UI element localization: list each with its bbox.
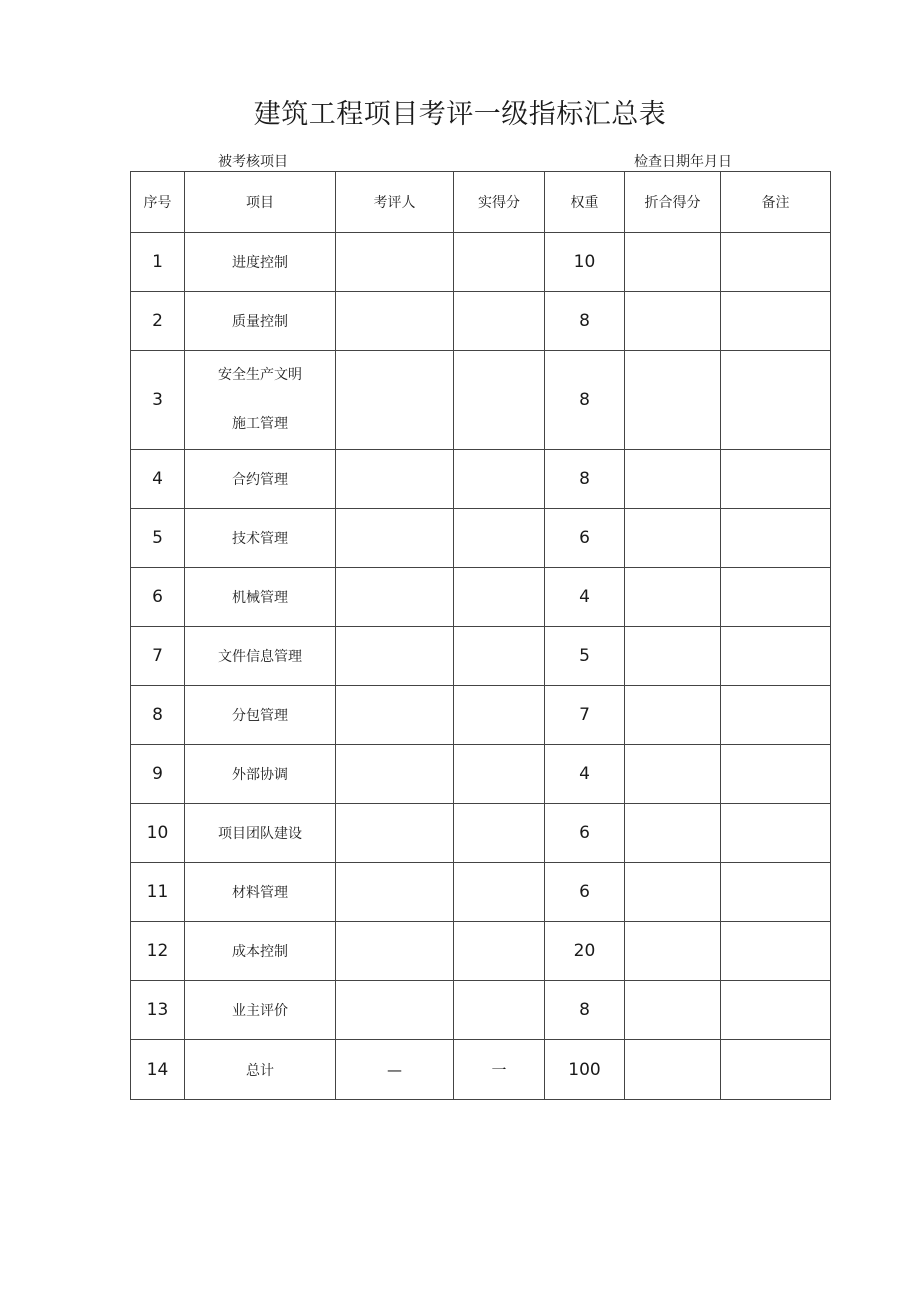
table-header-row bbox=[131, 172, 831, 233]
cell-item: 分包管理 bbox=[185, 686, 336, 745]
cell-reviewer bbox=[336, 981, 454, 1040]
cell-item: 合约管理 bbox=[185, 450, 336, 509]
cell-weight: 6 bbox=[545, 863, 625, 922]
cell-reviewer bbox=[336, 686, 454, 745]
cell-score bbox=[454, 450, 545, 509]
cell-item: 机械管理 bbox=[185, 568, 336, 627]
header-reviewer: 考评人 bbox=[336, 172, 454, 233]
cell-no: 7 bbox=[131, 627, 185, 686]
cell-note bbox=[721, 292, 831, 351]
cell-note bbox=[721, 922, 831, 981]
table-row bbox=[131, 450, 831, 509]
cell-reviewer bbox=[336, 509, 454, 568]
cell-no: 14 bbox=[131, 1040, 185, 1100]
cell-item: 进度控制 bbox=[185, 233, 336, 292]
header-item: 项目 bbox=[185, 172, 336, 233]
cell-weight: 100 bbox=[545, 1040, 625, 1100]
cell-weight: 7 bbox=[545, 686, 625, 745]
cell-reviewer bbox=[336, 292, 454, 351]
cell-item: 材料管理 bbox=[185, 863, 336, 922]
cell-converted bbox=[625, 292, 721, 351]
cell-converted bbox=[625, 233, 721, 292]
cell-converted bbox=[625, 686, 721, 745]
cell-note bbox=[721, 804, 831, 863]
cell-converted bbox=[625, 863, 721, 922]
table-row bbox=[131, 568, 831, 627]
summary-table bbox=[130, 171, 831, 1100]
cell-note bbox=[721, 745, 831, 804]
cell-score bbox=[454, 568, 545, 627]
cell-score bbox=[454, 745, 545, 804]
cell-weight: 8 bbox=[545, 981, 625, 1040]
cell-reviewer bbox=[336, 351, 454, 450]
cell-item-line-2: 施工管理 bbox=[232, 416, 288, 432]
cell-reviewer bbox=[336, 863, 454, 922]
cell-converted bbox=[625, 1040, 721, 1100]
header-score: 实得分 bbox=[454, 172, 545, 233]
cell-weight: 6 bbox=[545, 509, 625, 568]
cell-item: 技术管理 bbox=[185, 509, 336, 568]
cell-note bbox=[721, 686, 831, 745]
cell-score bbox=[454, 509, 545, 568]
cell-score bbox=[454, 686, 545, 745]
table-row-total bbox=[131, 1040, 831, 1100]
cell-note bbox=[721, 981, 831, 1040]
cell-reviewer bbox=[336, 233, 454, 292]
table-row bbox=[131, 804, 831, 863]
cell-no: 3 bbox=[131, 351, 185, 450]
cell-weight: 8 bbox=[545, 351, 625, 450]
table-row bbox=[131, 351, 831, 450]
table-row bbox=[131, 686, 831, 745]
cell-converted bbox=[625, 745, 721, 804]
cell-reviewer bbox=[336, 568, 454, 627]
cell-note bbox=[721, 509, 831, 568]
table-row bbox=[131, 863, 831, 922]
cell-reviewer bbox=[336, 922, 454, 981]
cell-score bbox=[454, 981, 545, 1040]
cell-reviewer bbox=[336, 627, 454, 686]
cell-no: 4 bbox=[131, 450, 185, 509]
cell-reviewer: — bbox=[336, 1040, 454, 1100]
cell-no: 9 bbox=[131, 745, 185, 804]
cell-score bbox=[454, 292, 545, 351]
table-row bbox=[131, 509, 831, 568]
cell-weight: 8 bbox=[545, 450, 625, 509]
table-row bbox=[131, 922, 831, 981]
cell-note bbox=[721, 863, 831, 922]
cell-note bbox=[721, 568, 831, 627]
cell-item: 项目团队建设 bbox=[185, 804, 336, 863]
table-row bbox=[131, 981, 831, 1040]
cell-item bbox=[185, 351, 336, 450]
cell-converted bbox=[625, 981, 721, 1040]
cell-reviewer bbox=[336, 804, 454, 863]
cell-score bbox=[454, 804, 545, 863]
cell-converted bbox=[625, 627, 721, 686]
cell-item: 文件信息管理 bbox=[185, 627, 336, 686]
cell-item: 业主评价 bbox=[185, 981, 336, 1040]
cell-converted bbox=[625, 509, 721, 568]
cell-score: 一 bbox=[454, 1040, 545, 1100]
cell-weight: 10 bbox=[545, 233, 625, 292]
cell-note bbox=[721, 450, 831, 509]
cell-no: 8 bbox=[131, 686, 185, 745]
header-no: 序号 bbox=[131, 172, 185, 233]
cell-score bbox=[454, 233, 545, 292]
page-title: 建筑工程项目考评一级指标汇总表 bbox=[253, 99, 667, 130]
header-note: 备注 bbox=[721, 172, 831, 233]
cell-converted bbox=[625, 351, 721, 450]
header-weight: 权重 bbox=[545, 172, 625, 233]
cell-note bbox=[721, 351, 831, 450]
cell-no: 10 bbox=[131, 804, 185, 863]
cell-score bbox=[454, 627, 545, 686]
cell-no: 12 bbox=[131, 922, 185, 981]
cell-note bbox=[721, 233, 831, 292]
cell-no: 6 bbox=[131, 568, 185, 627]
cell-weight: 5 bbox=[545, 627, 625, 686]
header-converted: 折合得分 bbox=[625, 172, 721, 233]
cell-score bbox=[454, 863, 545, 922]
cell-converted bbox=[625, 804, 721, 863]
cell-note bbox=[721, 627, 831, 686]
cell-item: 总计 bbox=[185, 1040, 336, 1100]
table-row bbox=[131, 292, 831, 351]
cell-converted bbox=[625, 568, 721, 627]
cell-weight: 4 bbox=[545, 745, 625, 804]
cell-item: 成本控制 bbox=[185, 922, 336, 981]
cell-converted bbox=[625, 922, 721, 981]
cell-no: 5 bbox=[131, 509, 185, 568]
cell-no: 1 bbox=[131, 233, 185, 292]
cell-reviewer bbox=[336, 450, 454, 509]
cell-item: 外部协调 bbox=[185, 745, 336, 804]
cell-note bbox=[721, 1040, 831, 1100]
cell-converted bbox=[625, 450, 721, 509]
table-row bbox=[131, 745, 831, 804]
cell-weight: 8 bbox=[545, 292, 625, 351]
cell-weight: 4 bbox=[545, 568, 625, 627]
cell-no: 13 bbox=[131, 981, 185, 1040]
cell-item: 质量控制 bbox=[185, 292, 336, 351]
cell-item-line-1: 安全生产文明 bbox=[218, 367, 302, 383]
cell-score bbox=[454, 922, 545, 981]
table-row bbox=[131, 627, 831, 686]
cell-no: 2 bbox=[131, 292, 185, 351]
cell-no: 11 bbox=[131, 863, 185, 922]
cell-weight: 6 bbox=[545, 804, 625, 863]
table-row bbox=[131, 233, 831, 292]
cell-weight: 20 bbox=[545, 922, 625, 981]
cell-reviewer bbox=[336, 745, 454, 804]
cell-score bbox=[454, 351, 545, 450]
date-label: 检查日期年月日 bbox=[634, 154, 732, 170]
project-label: 被考核项目 bbox=[218, 154, 288, 170]
